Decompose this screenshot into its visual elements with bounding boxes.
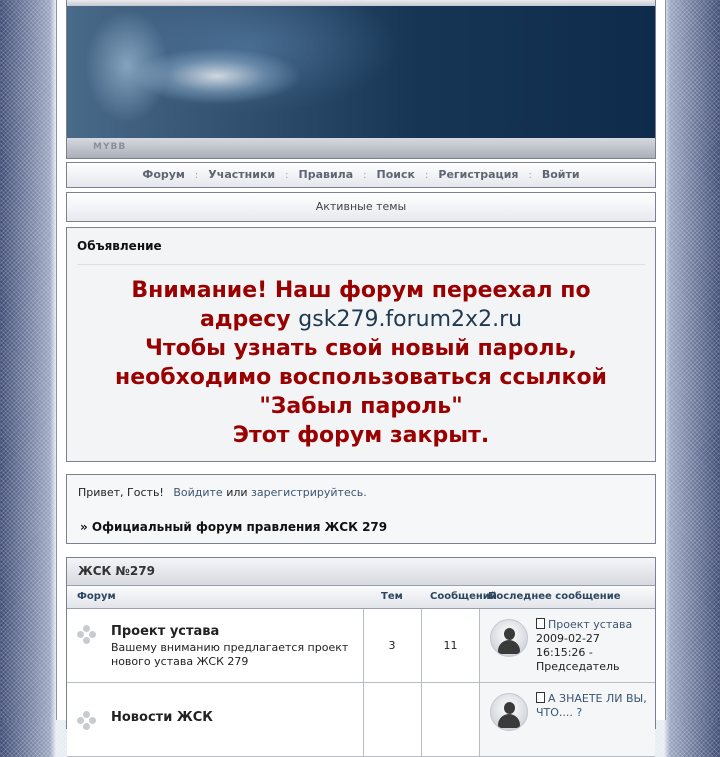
last-post-link[interactable]: А ЗНАЕТЕ ЛИ ВЫ, ЧТО.... ?	[536, 692, 647, 719]
mybb-logo: MYBB	[93, 142, 127, 152]
last-post-cell	[480, 609, 655, 682]
col-topics: Тем	[381, 591, 403, 602]
nav-separator: :	[194, 170, 199, 181]
last-post-meta: 16:15:26 - Председатель	[536, 646, 620, 673]
nav-register[interactable]: Регистрация	[438, 168, 519, 181]
welcome-message	[78, 486, 367, 499]
announcement-line: необходимо воспользоваться ссылкой	[115, 365, 607, 390]
last-post-info	[536, 692, 651, 720]
nav-login[interactable]: Войти	[541, 168, 580, 181]
forum-title[interactable]: Новости ЖСК	[111, 710, 213, 725]
forum-description: Вашему вниманию предлагается проект нового устава ЖСК 279	[111, 641, 349, 668]
nav-rules[interactable]: Правила	[298, 168, 354, 181]
forum-cell	[67, 609, 364, 682]
forum-status-icon	[77, 625, 97, 643]
banner-footer	[67, 138, 655, 158]
or-text: или	[226, 486, 248, 499]
greeting-text: Привет, Гость!	[78, 486, 164, 499]
nav-members[interactable]: Участники	[208, 168, 276, 181]
col-last-post: Последнее сообщение	[488, 591, 621, 602]
col-forum: Форум	[77, 591, 116, 602]
forum-row	[67, 609, 655, 683]
announcement-divider	[77, 264, 645, 265]
forum-title[interactable]: Проект устава	[111, 624, 220, 639]
announcement-line: Чтобы узнать свой новый пароль,	[145, 336, 577, 361]
announcement-line: Этот форум закрыт.	[232, 423, 490, 448]
nav-forum[interactable]: Форум	[142, 168, 185, 181]
nav-separator: :	[285, 170, 289, 181]
last-post-link[interactable]: Проект устава	[548, 618, 633, 631]
announcement-line	[67, 305, 655, 334]
nav-search[interactable]: Поиск	[376, 168, 416, 181]
document-icon	[536, 618, 545, 629]
topics-count: 3	[363, 609, 422, 682]
banner-image	[67, 6, 655, 138]
welcome-box	[66, 474, 656, 544]
forum-status-icon	[77, 711, 97, 729]
last-post-date: 2009-02-27	[536, 632, 600, 645]
user-avatar-icon	[490, 619, 528, 657]
announcement-line: "Забыл пароль"	[259, 394, 463, 419]
login-link[interactable]: Войдите	[173, 486, 223, 499]
forum-row	[67, 683, 655, 757]
register-link[interactable]: зарегистрируйтесь.	[251, 486, 367, 499]
column-headers	[67, 586, 655, 609]
active-topics-link[interactable]: Активные темы	[315, 200, 407, 213]
announcement-line: Внимание! Наш форум переехал по	[131, 278, 591, 303]
col-posts: Сообщений	[430, 591, 497, 602]
last-post-info	[536, 618, 651, 674]
page	[56, 0, 666, 725]
document-icon	[536, 692, 545, 703]
new-forum-link[interactable]: gsk279.forum2x2.ru	[298, 307, 523, 332]
announcement-text	[67, 276, 655, 450]
main-navigation	[66, 162, 656, 188]
nav-separator: :	[528, 170, 532, 181]
breadcrumb[interactable]: » Официальный форум правления ЖСК 279	[80, 520, 388, 534]
nav-separator: :	[425, 170, 429, 181]
active-topics-bar	[66, 192, 656, 222]
user-avatar-icon	[490, 693, 528, 731]
category-title[interactable]: ЖСК №279	[78, 564, 155, 578]
announcement-word: адресу	[199, 307, 291, 332]
header-banner	[66, 0, 656, 159]
nav-separator: :	[363, 170, 367, 181]
announcement-box	[66, 227, 656, 462]
category-block	[66, 557, 656, 729]
posts-count: 11	[422, 609, 480, 682]
category-header	[67, 558, 655, 586]
announcement-title: Объявление	[77, 239, 162, 253]
